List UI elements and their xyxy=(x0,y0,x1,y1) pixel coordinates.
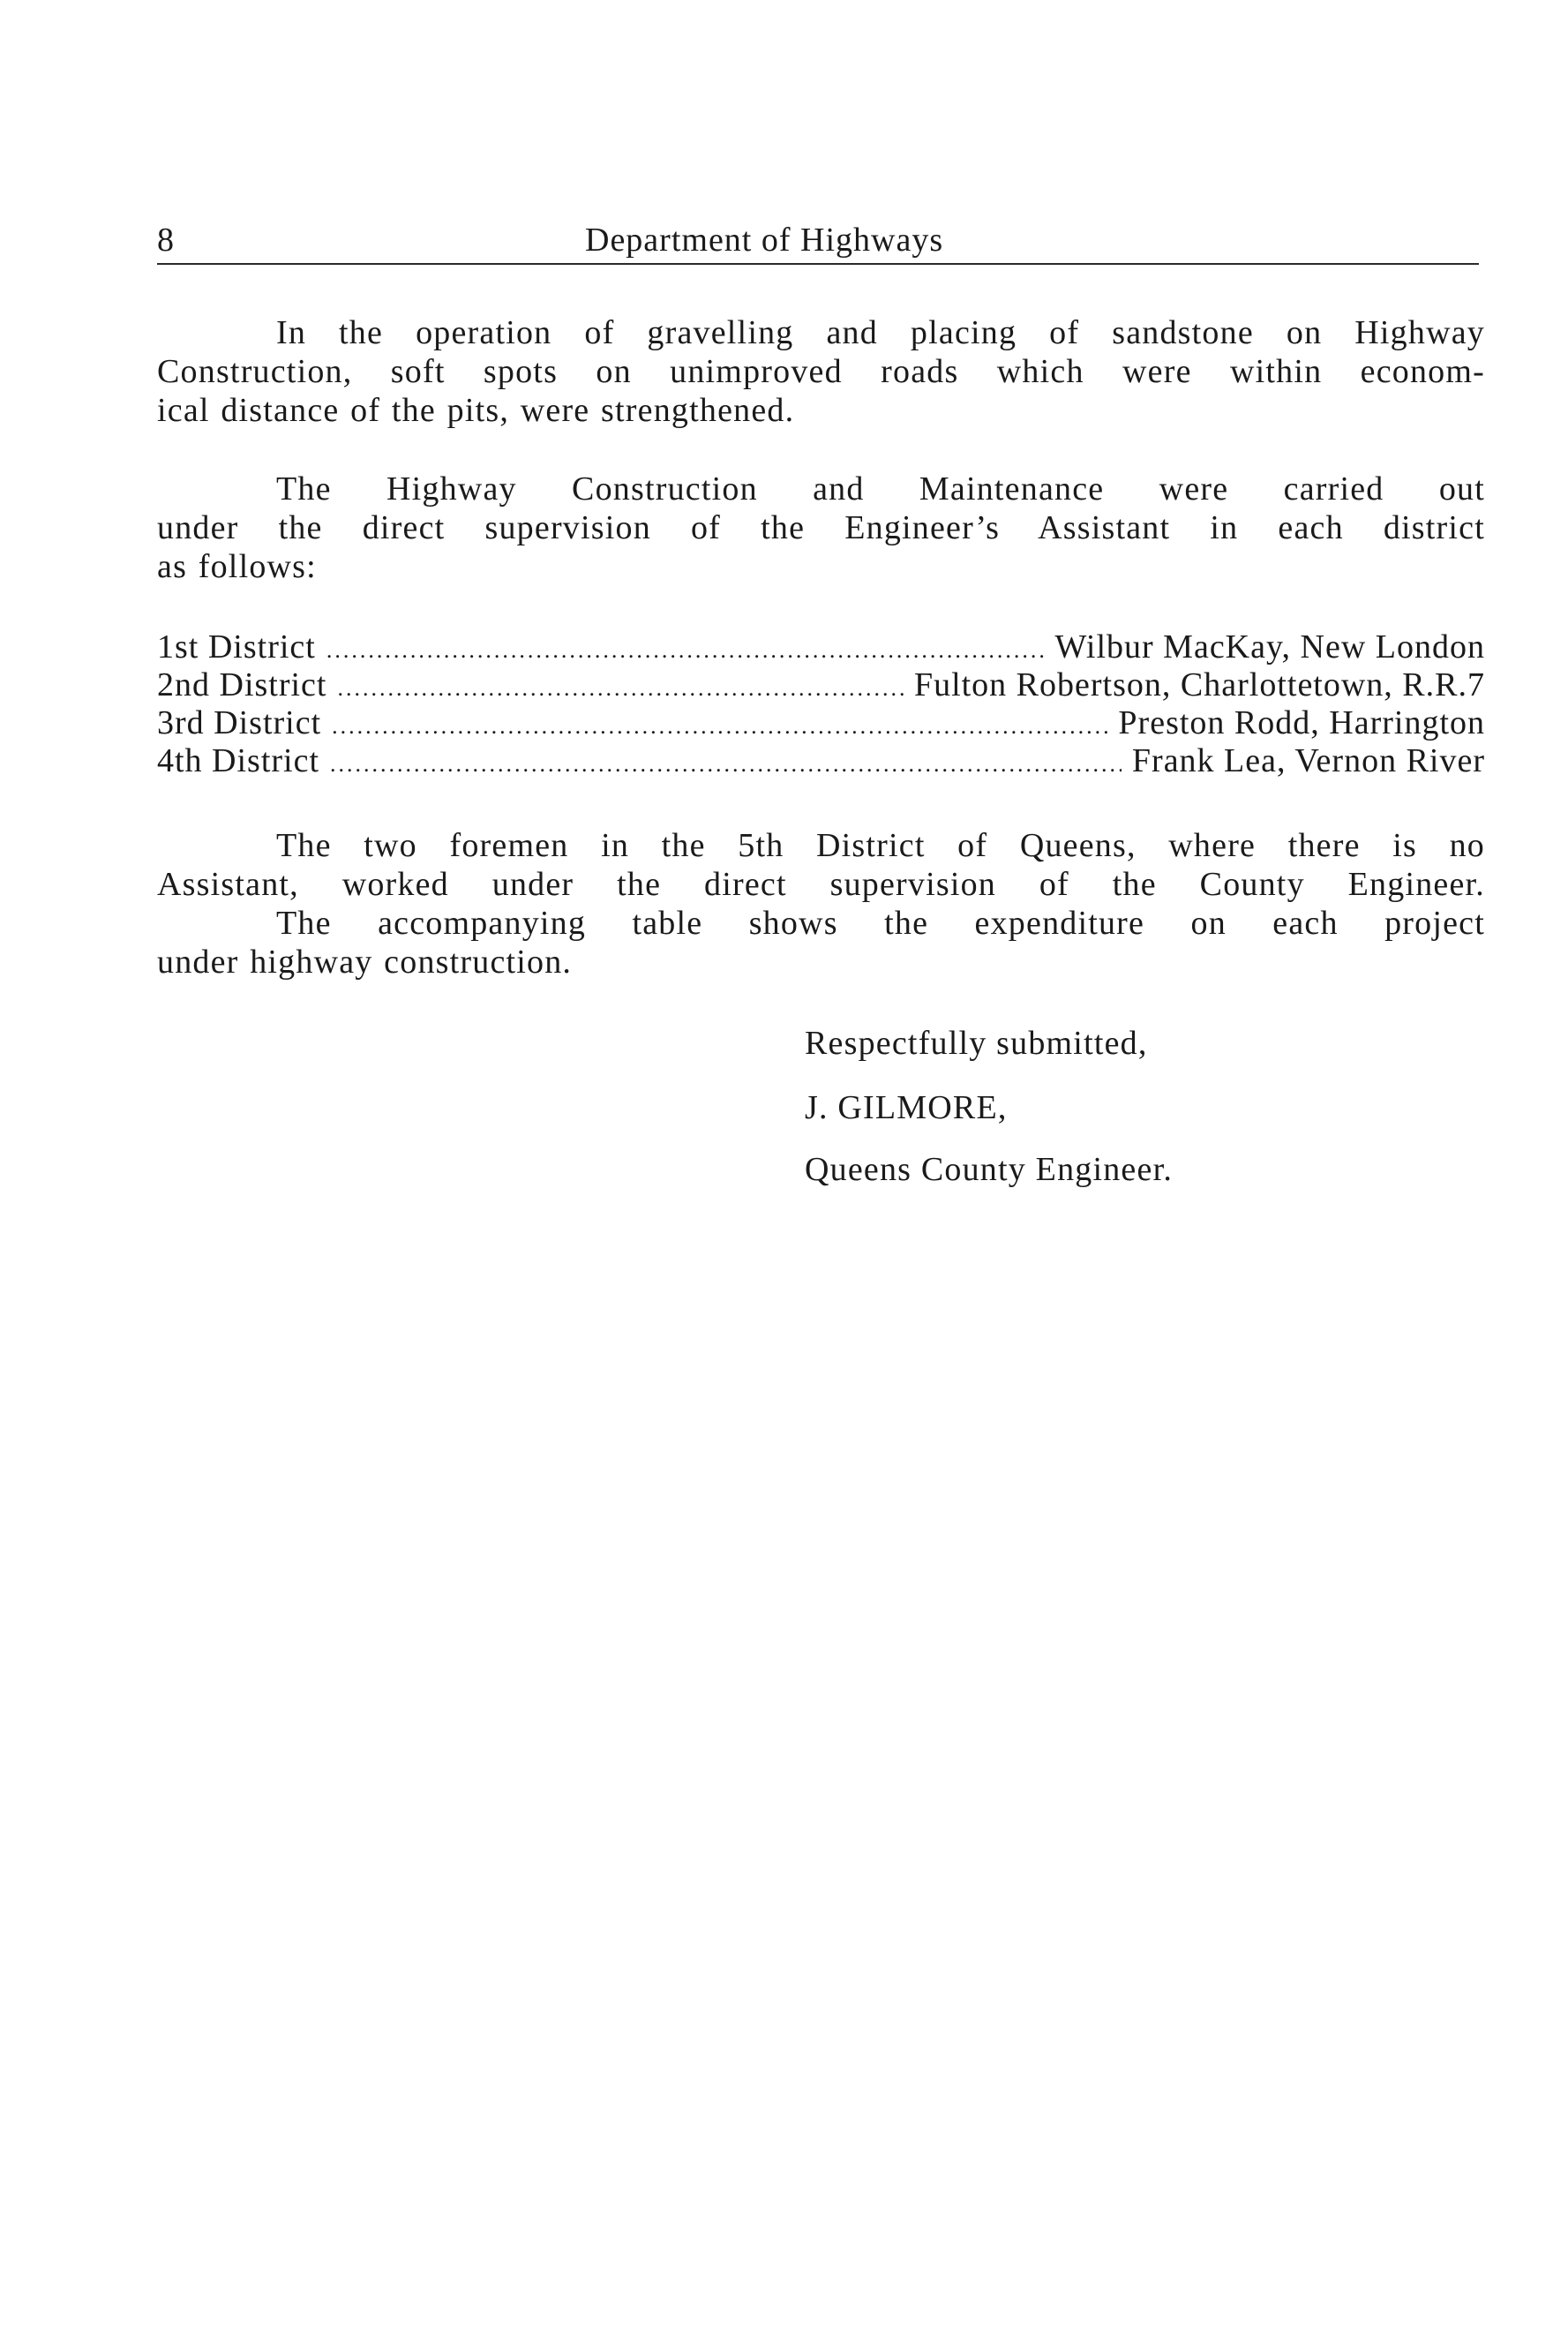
dot-leader xyxy=(332,707,1107,745)
district-name: 1st District xyxy=(157,628,316,666)
district-assistant: Wilbur MacKay, New London xyxy=(1054,628,1485,666)
district-assistant: Frank Lea, Vernon River xyxy=(1131,742,1485,779)
signature-closing: Respectfully submitted, xyxy=(805,1025,1148,1062)
paragraph-line: under the direct supervision of the Engineer’s Assistant in each district xyxy=(157,509,1485,546)
dot-leader xyxy=(330,745,1122,783)
paragraph-foremen xyxy=(157,826,1485,981)
dot-leader xyxy=(326,631,1045,669)
district-row xyxy=(157,628,1485,666)
paragraph-line: The accompanying table shows the expenditure on each project xyxy=(276,905,1485,942)
district-name: 3rd District xyxy=(157,704,322,741)
district-list xyxy=(157,628,1485,780)
signature-name: J. GILMORE, xyxy=(805,1089,1008,1126)
paragraph-line: as follows: xyxy=(157,548,317,585)
paragraph-line: Assistant, worked under the direct supervision of the County Engineer. xyxy=(157,866,1485,903)
district-row xyxy=(157,742,1485,780)
district-assistant: Fulton Robertson, Charlottetown, R.R.7 xyxy=(913,666,1485,703)
district-name: 2nd District xyxy=(157,666,327,703)
page-number: 8 xyxy=(157,222,175,259)
district-row xyxy=(157,704,1485,742)
paragraph-line: under highway construction. xyxy=(157,944,573,981)
district-assistant: Preston Rodd, Harrington xyxy=(1118,704,1485,741)
paragraph-line: In the operation of gravelling and placing of sandstone on Highway xyxy=(276,314,1485,351)
paragraph-line: The Highway Construction and Maintenance were carried out xyxy=(276,470,1485,508)
paragraph-line: The two foremen in the 5th District of Queens, where there is no xyxy=(276,827,1485,864)
paragraph-line: ical distance of the pits, were strengthened. xyxy=(157,392,795,429)
signature-title: Queens County Engineer. xyxy=(805,1151,1174,1188)
paragraph-line: Construction, soft spots on unimproved roads which were within econom- xyxy=(157,353,1485,390)
page-header xyxy=(157,217,1479,265)
paragraph-gravelling xyxy=(157,313,1485,430)
dot-leader xyxy=(337,669,903,707)
paragraph-supervision xyxy=(157,470,1485,586)
running-head: Department of Highways xyxy=(585,222,944,259)
district-row xyxy=(157,666,1485,704)
district-name: 4th District xyxy=(157,742,320,779)
